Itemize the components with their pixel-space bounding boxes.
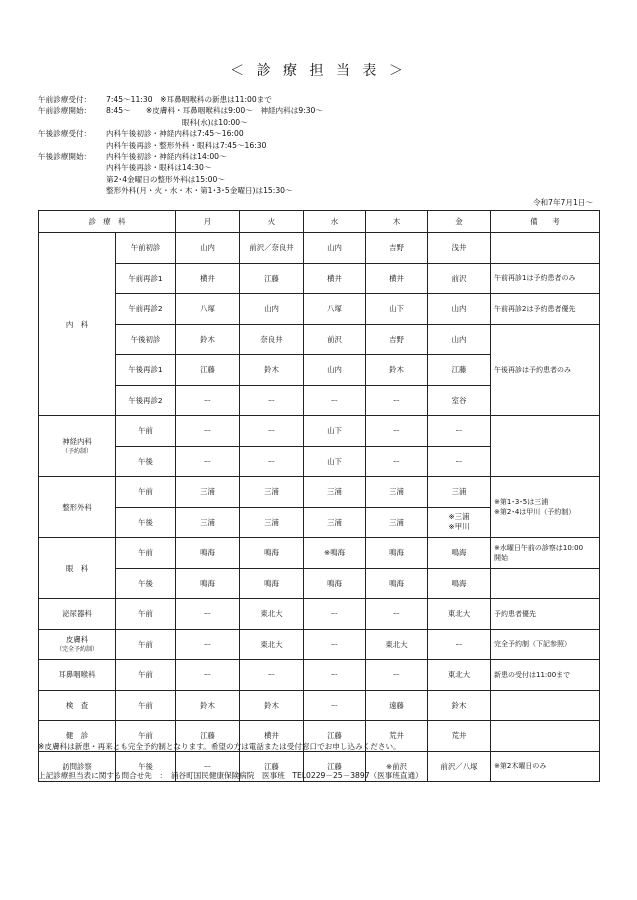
note-cell: 午前再診1は予約患者のみ	[491, 263, 600, 294]
doctor-cell: 山下	[304, 446, 366, 477]
hours-line: 午前診療開始： 8:45～ ※皮膚科・耳鼻咽喉科は9:00～ 神経内科は9:30～	[38, 106, 323, 116]
hours-line: 午前診療受付： 7:45～11:30 ※耳鼻咽喉科の新患は11:00まで	[38, 95, 272, 104]
table-row	[39, 477, 600, 508]
doctor-cell: 鳴海	[240, 538, 304, 569]
doctor-cell: 山内	[428, 324, 491, 355]
time-cell: 午前再診2	[116, 294, 176, 325]
doctor-cell: 江藤	[304, 721, 366, 752]
doctor-cell: ー	[240, 385, 304, 416]
dept-naika: 内 科	[39, 233, 116, 416]
doctor-cell: 三浦	[428, 477, 491, 508]
doctor-cell: ー	[366, 660, 428, 691]
doctor-cell: 鳴海	[304, 568, 366, 599]
table-row	[39, 263, 600, 294]
doctor-cell: ※鳴海	[304, 538, 366, 569]
doctor-cell: 鈴木	[240, 355, 304, 386]
doctor-cell: ー	[304, 629, 366, 660]
header-mon: 月	[176, 211, 240, 233]
note-cell	[491, 233, 600, 264]
doctor-cell: 東北大	[240, 599, 304, 630]
doctor-cell: 三浦	[304, 507, 366, 538]
dept-hifu: 皮膚科 （完全予約制）	[39, 629, 116, 660]
doctor-cell: ー	[366, 385, 428, 416]
page-title: ＜ 診 療 担 当 表 ＞	[230, 63, 407, 79]
doctor-cell: ー	[240, 416, 304, 447]
hours-info	[38, 94, 323, 197]
hours-line: 眼科(水)は10:00～	[106, 117, 248, 127]
doctor-cell: 江藤	[176, 355, 240, 386]
doctor-cell: 三浦	[240, 477, 304, 508]
doctor-cell: ー	[304, 660, 366, 691]
doctor-cell: 鳴海	[176, 538, 240, 569]
doctor-cell: 横井	[176, 263, 240, 294]
dept-hinyo: 泌尿器科	[39, 599, 116, 630]
time-cell: 午前	[116, 660, 176, 691]
doctor-cell: ※三浦 ※甲川	[428, 507, 491, 538]
time-cell: 午後初診	[116, 324, 176, 355]
note-cell: 新患の受付は11:00まで	[491, 660, 600, 691]
table-row	[39, 416, 600, 447]
doctor-cell: ー	[176, 629, 240, 660]
doctor-cell: 山内	[240, 294, 304, 325]
doctor-cell: 浅井	[428, 233, 491, 264]
doctor-cell: 横井	[240, 721, 304, 752]
note-cell	[491, 690, 600, 721]
note-cell: 午前再診2は予約患者優先	[491, 294, 600, 325]
doctor-cell: 三浦	[240, 507, 304, 538]
time-cell: 午前	[116, 416, 176, 447]
doctor-cell: ー	[176, 385, 240, 416]
doctor-cell: 山内	[304, 233, 366, 264]
note-cell	[491, 416, 600, 477]
doctor-cell: 江藤	[304, 751, 366, 782]
time-cell: 午後再診1	[116, 355, 176, 386]
dept-shinkei: 神経内科 （予約制）	[39, 416, 116, 477]
contact-info: 上記診療担当表に関する問合せ先 ： 涌谷町国民健康保険病院 医事班 TEL0229－25－3897（医事班直通）	[38, 771, 423, 780]
doctor-cell: 前沢	[428, 263, 491, 294]
time-cell: 午前	[116, 599, 176, 630]
dept-ganka: 眼 科	[39, 538, 116, 599]
doctor-cell: 鳴海	[176, 568, 240, 599]
note-cell: 午後再診は予約患者のみ	[491, 324, 600, 416]
doctor-cell: 吉野	[366, 324, 428, 355]
header-thu: 木	[366, 211, 428, 233]
doctor-cell: 山内	[428, 294, 491, 325]
footnote: ※皮膚科は新患・再来とも完全予約制となります。希望の方は電話または受付窓口でお申し込みください。	[38, 742, 401, 751]
doctor-cell: ー	[176, 416, 240, 447]
time-cell: 午前	[116, 477, 176, 508]
doctor-cell: 鈴木	[176, 324, 240, 355]
doctor-cell: 奈良井	[240, 324, 304, 355]
dept-seikei: 整形外科	[39, 477, 116, 538]
doctor-cell: 山下	[304, 416, 366, 447]
time-cell: 午前	[116, 629, 176, 660]
doctor-cell: 三浦	[176, 507, 240, 538]
doctor-cell: ー	[304, 690, 366, 721]
doctor-cell: 江藤	[240, 751, 304, 782]
doctor-cell: ー	[428, 446, 491, 477]
note-cell: 完全予約制（下記参照）	[491, 629, 600, 660]
time-cell: 午後	[116, 507, 176, 538]
doctor-cell: 東北大	[240, 629, 304, 660]
header-wed: 水	[304, 211, 366, 233]
doctor-cell: 鈴木	[366, 355, 428, 386]
time-cell: 午後	[116, 751, 176, 782]
doctor-cell: ー	[240, 446, 304, 477]
doctor-cell: 横井	[366, 263, 428, 294]
hours-line: 第2･4金曜日の整形外科は15:00～	[106, 174, 225, 184]
doctor-cell: ※前沢	[366, 751, 428, 782]
table-row	[39, 690, 600, 721]
header-tue: 火	[240, 211, 304, 233]
table-row	[39, 324, 600, 355]
doctor-cell: 山内	[176, 233, 240, 264]
doctor-cell: 江藤	[176, 721, 240, 752]
header-fri: 金	[428, 211, 491, 233]
doctor-cell: 三浦	[176, 477, 240, 508]
doctor-cell: 荒井	[428, 721, 491, 752]
doctor-cell: 前沢	[304, 324, 366, 355]
doctor-cell: ー	[176, 751, 240, 782]
doctor-cell: ー	[428, 416, 491, 447]
doctor-cell: 三浦	[366, 477, 428, 508]
dept-houmon: 訪問診察	[39, 751, 116, 782]
table-row	[39, 568, 600, 599]
note-cell: ※第2木曜日のみ	[491, 751, 600, 782]
header-note: 備 考	[491, 211, 600, 233]
hours-line: 整形外科(月・火・水・木・第1･3･5金曜日)は15:30～	[106, 186, 293, 196]
doctor-cell: 横井	[304, 263, 366, 294]
hours-line: 午後診療受付： 内科午後初診・神経内科は7:45～16:00	[38, 129, 244, 139]
doctor-cell: 室谷	[428, 385, 491, 416]
doctor-cell: ー	[176, 660, 240, 691]
doctor-cell: ー	[240, 660, 304, 691]
note-cell	[491, 721, 600, 752]
doctor-cell: ー	[176, 446, 240, 477]
doctor-cell: 江藤	[240, 263, 304, 294]
table-row	[39, 629, 600, 660]
table-row	[39, 660, 600, 691]
doctor-cell: 鳴海	[428, 568, 491, 599]
dept-kensa: 検 査	[39, 690, 116, 721]
doctor-cell: 鳴海	[240, 568, 304, 599]
time-cell: 午後再診2	[116, 385, 176, 416]
schedule-table	[38, 210, 600, 782]
doctor-cell: 山下	[366, 294, 428, 325]
dept-jibi: 耳鼻咽喉科	[39, 660, 116, 691]
doctor-cell: 八塚	[176, 294, 240, 325]
time-cell: 午前再診1	[116, 263, 176, 294]
table-row	[39, 294, 600, 325]
note-cell: ※水曜日午前の診察は10:00 開始	[491, 538, 600, 569]
table-row	[39, 233, 600, 264]
doctor-cell: 江藤	[428, 355, 491, 386]
hours-line: 内科午後再診・整形外科・眼科は7:45～16:30	[106, 140, 267, 150]
doctor-cell: 東北大	[366, 629, 428, 660]
table-row	[39, 599, 600, 630]
doctor-cell: ー	[176, 599, 240, 630]
doctor-cell: 東北大	[428, 660, 491, 691]
hours-line: 内科午後再診・眼科は14:30～	[106, 163, 212, 173]
doctor-cell: 三浦	[304, 477, 366, 508]
doctor-cell: 吉野	[366, 233, 428, 264]
doctor-cell: ー	[366, 416, 428, 447]
table-row	[39, 538, 600, 569]
doctor-cell: 遠藤	[366, 690, 428, 721]
doctor-cell: 前沢／八塚	[428, 751, 491, 782]
doctor-cell: 鈴木	[428, 690, 491, 721]
note-cell: ※第1･3･5は三浦 ※第2･4は甲川（予約制）	[491, 477, 600, 538]
doctor-cell: ー	[366, 599, 428, 630]
doctor-cell: ー	[428, 629, 491, 660]
doctor-cell: 鳴海	[366, 538, 428, 569]
doctor-cell: ー	[304, 385, 366, 416]
time-cell: 午後	[116, 568, 176, 599]
table-header-row	[39, 211, 600, 233]
note-cell: 予約患者優先	[491, 599, 600, 630]
time-cell: 午後	[116, 446, 176, 477]
note-cell	[491, 568, 600, 599]
doctor-cell: 東北大	[428, 599, 491, 630]
time-cell: 午前	[116, 690, 176, 721]
doctor-cell: 荒井	[366, 721, 428, 752]
doctor-cell: 鳴海	[366, 568, 428, 599]
time-cell: 午前初診	[116, 233, 176, 264]
doctor-cell: 八塚	[304, 294, 366, 325]
doctor-cell: 鈴木	[176, 690, 240, 721]
doctor-cell: 鈴木	[240, 690, 304, 721]
doctor-cell: ー	[366, 446, 428, 477]
effective-date: 令和7年7月1日～	[532, 198, 593, 207]
time-cell: 午前	[116, 538, 176, 569]
doctor-cell: 山内	[304, 355, 366, 386]
doctor-cell: ー	[304, 599, 366, 630]
hours-line: 午後診療開始： 内科午後初診・神経内科は14:00～	[38, 152, 227, 162]
time-cell: 午前	[116, 721, 176, 752]
dept-kenshin: 健 診	[39, 721, 116, 752]
header-dept: 診 療 科	[39, 211, 176, 233]
doctor-cell: 鳴海	[428, 538, 491, 569]
doctor-cell: 前沢／奈良井	[240, 233, 304, 264]
doctor-cell: 三浦	[366, 507, 428, 538]
